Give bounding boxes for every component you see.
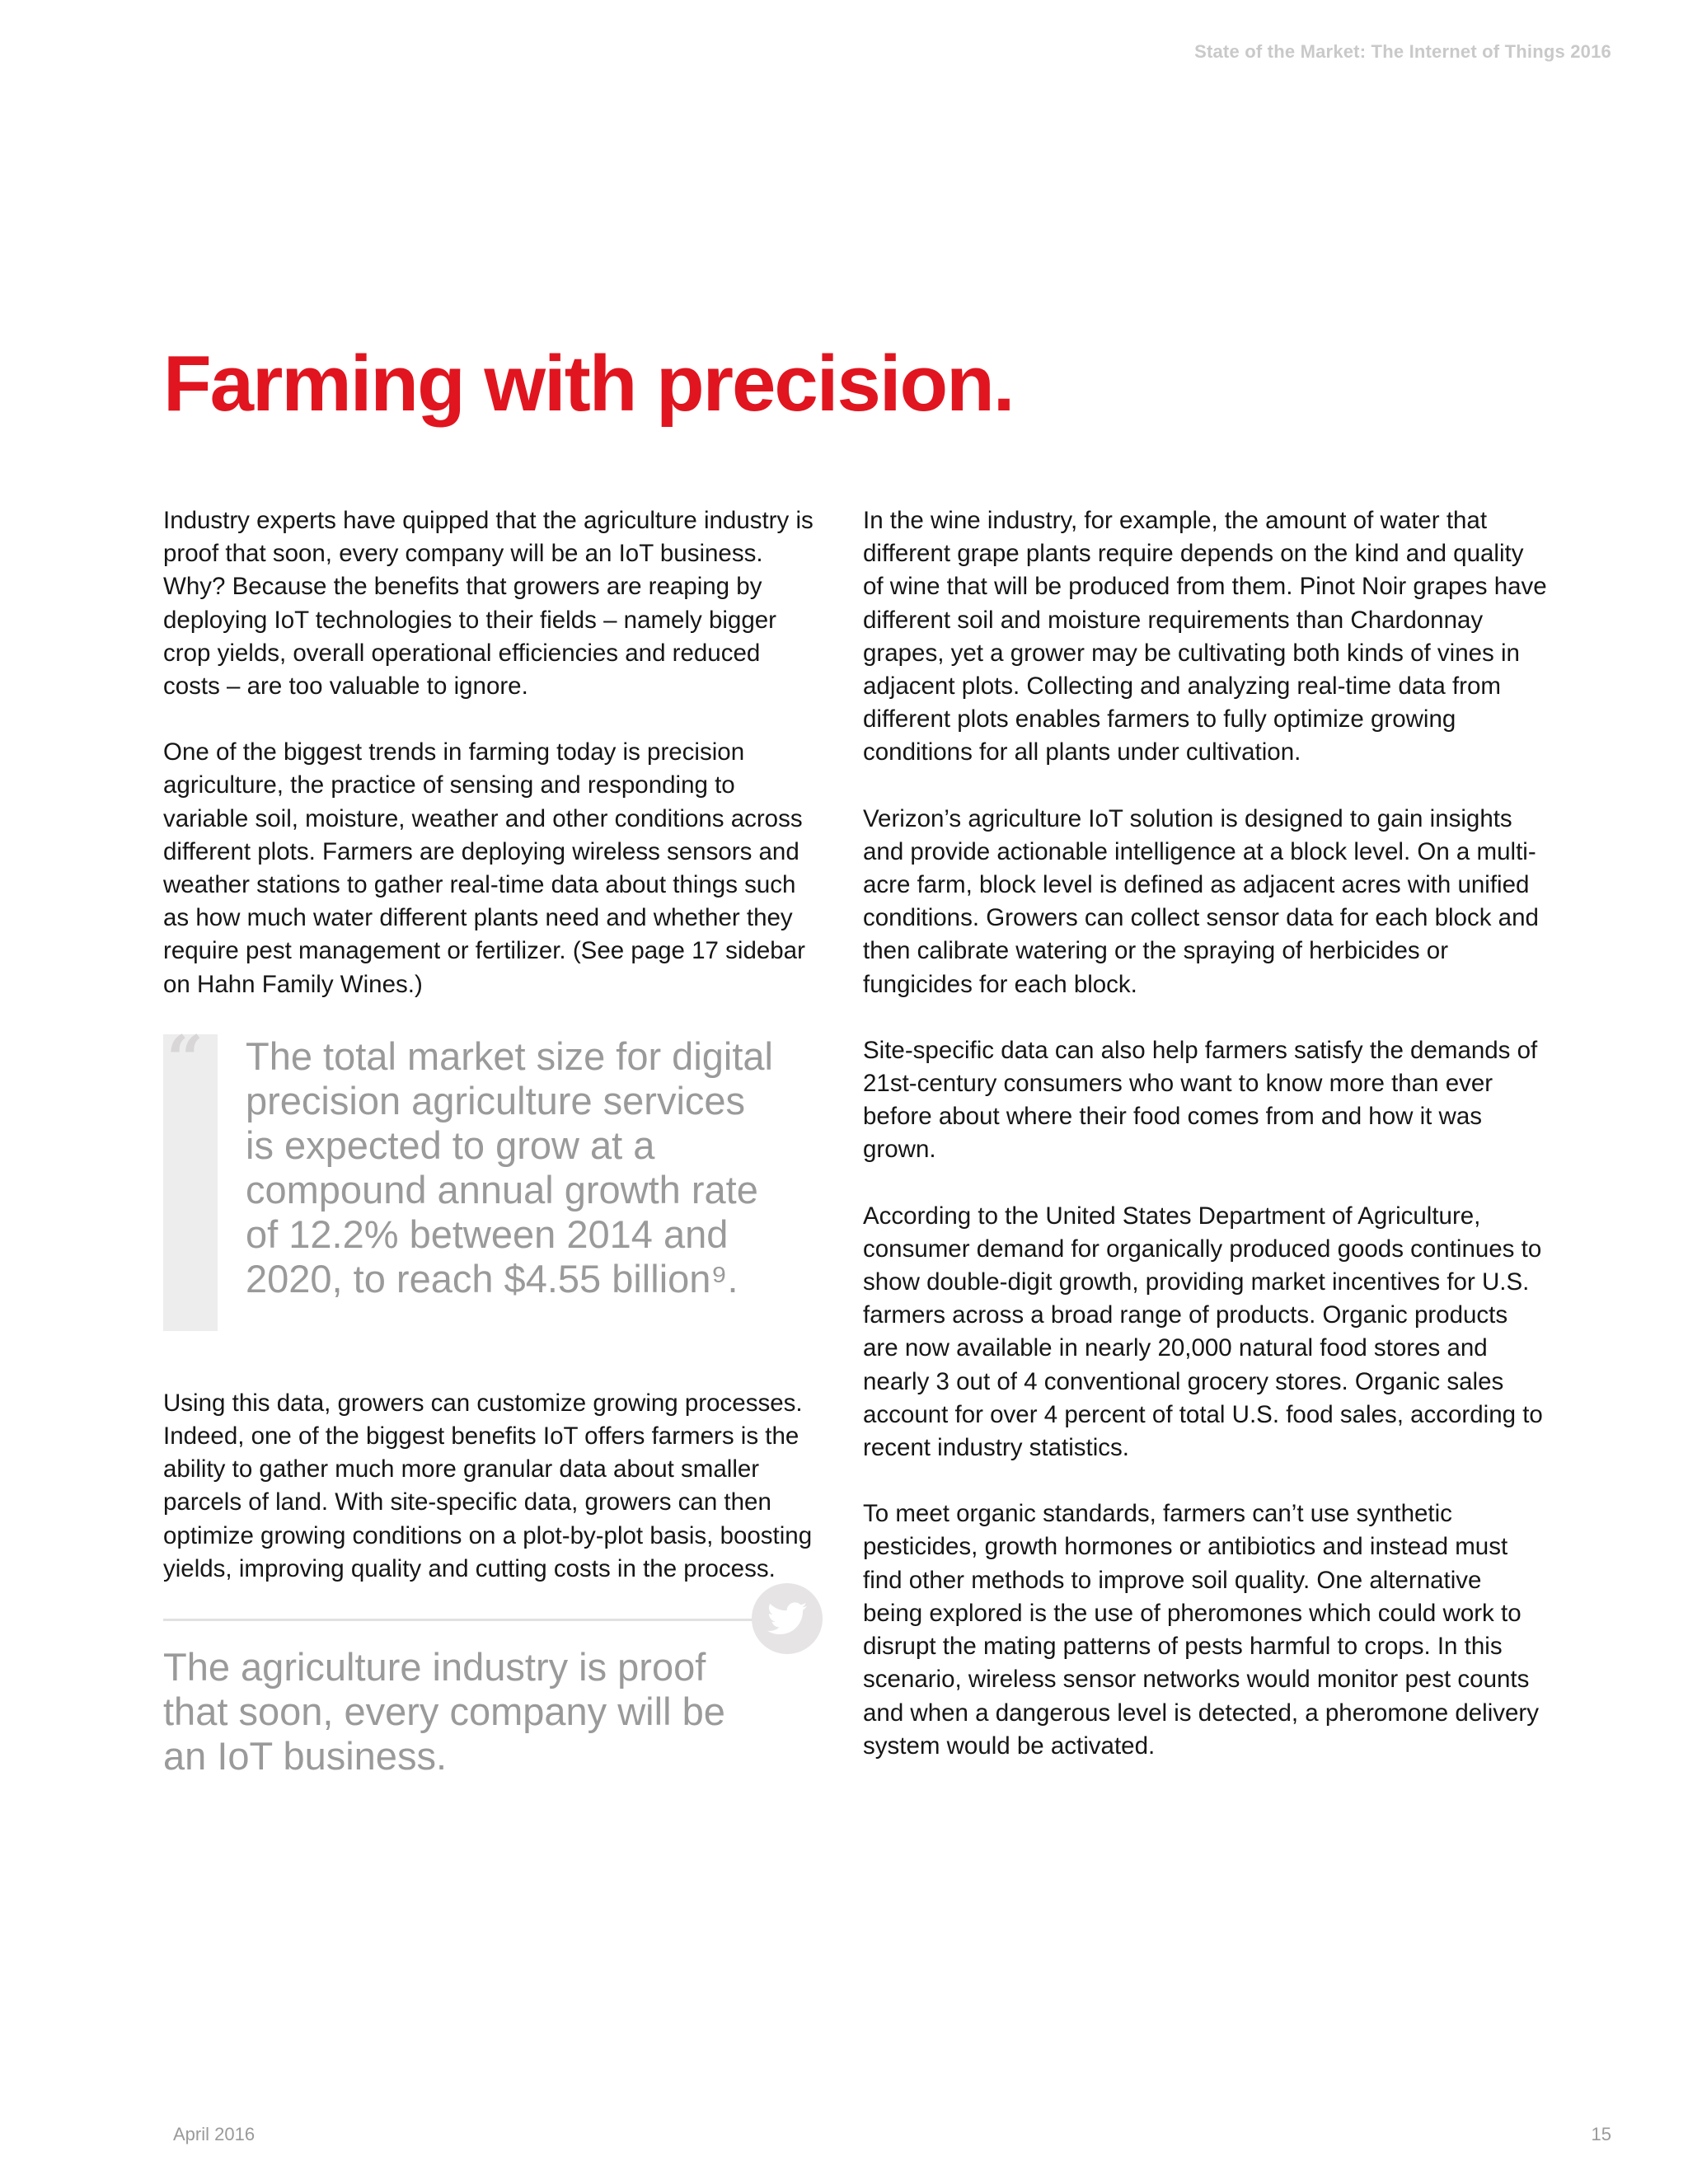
body-paragraph: Verizon’s agriculture IoT solution is designed to gain insights and provide actionable intelligence at a block level. On a multi-acre farm, block level is defined as adjacent acres with unified conditions. Growers can collect sensor data for each block and then calibrate watering or the spraying of herbicides or fungicides for each block. bbox=[863, 804, 1539, 998]
tweet-quote-text[interactable]: The agriculture industry is proof that soon, every company will be an IoT business. bbox=[163, 1645, 725, 1779]
body-paragraph: One of the biggest trends in farming today is precision agriculture, the practice of sensing and responding to variable soil, moisture, weather and other conditions across different plots. Farmers are deploying wireless sensors and weather stations to gather real-time data about things such as how much water different plants need and whether they require pest management or fertilizer. (See page 17 sidebar on Hahn Family Wines.) bbox=[163, 738, 805, 998]
body-paragraph: Using this data, growers can customize growing processes. Indeed, one of the biggest benefits IoT offers farmers is the ability to gather much more granular data about smaller parcels of land. With site-specific data, growers can then optimize growing conditions on a plot-by-plot basis, boosting yields, improving quality and cutting costs in the process. bbox=[163, 1389, 813, 1582]
body-paragraph: Industry experts have quipped that the agriculture industry is proof that soon, every company will be an IoT business. Why? Because the benefits that growers are reaping by deploying IoT technologies to their fields – namely bigger crop yields, overall operational efficiencies and reduced costs – are too valuable to ignore. bbox=[163, 507, 814, 701]
pull-quote bbox=[163, 1021, 823, 1341]
page-title: Farming with precision. bbox=[163, 340, 1014, 428]
body-paragraph: Site-specific data can also help farmers satisfy the demands of 21st-century consumers who want to know more than ever before about where their food comes from and how it was grown. bbox=[863, 1036, 1538, 1164]
right-column bbox=[863, 504, 1547, 1796]
footer-date: April 2016 bbox=[173, 2124, 256, 2144]
quote-mark-icon: “ bbox=[166, 1021, 204, 1097]
body-paragraph: According to the United States Department of Agriculture, consumer demand for organically produced goods continues to show double-digit growth, providing market incentives for U.S. farmers across a broad range of products. Organic products are now available in nearly 20,000 natural food stores and nearly 3 out of 4 conventional grocery stores. Organic sales account for over 4 percent of total U.S. food sales, according to recent industry statistics. bbox=[863, 1202, 1543, 1462]
running-header: State of the Market: The Internet of Things 2016 bbox=[1194, 41, 1611, 62]
body-paragraph: To meet organic standards, farmers can’t use synthetic pesticides, growth hormones or antibiotics and instead must find other methods to improve soil quality. One alternative being explored is the use of pheromones which could work to disrupt the mating patterns of pests harmful to crops. In this scenario, wireless sensor networks would monitor pest counts and when a dangerous level is detected, a pheromone delivery system would be activated. bbox=[863, 1500, 1539, 1760]
body-paragraph: In the wine industry, for example, the amount of water that different grape plants require depends on the kind and quality of wine that will be produced from them. Pinot Noir grapes have different soil and moisture requirements than Chardonnay grapes, yet a grower may be cultivating both kinds of vines in adjacent plots. Collecting and analyzing real-time data from different plots enables farmers to fully optimize growing conditions for all plants under cultivation. bbox=[863, 507, 1547, 766]
tweetable-quote bbox=[163, 1619, 823, 1779]
page-number: 15 bbox=[1591, 2124, 1611, 2144]
left-column bbox=[163, 504, 823, 1779]
twitter-bird-icon[interactable] bbox=[752, 1583, 823, 1654]
divider bbox=[163, 1619, 790, 1621]
pull-quote-text: The total market size for digital precision agriculture services is expected to grow at a compound annual growth rate of 12.2% between 2014 and 2020, to reach $4.55 billion⁹. bbox=[246, 1033, 773, 1301]
